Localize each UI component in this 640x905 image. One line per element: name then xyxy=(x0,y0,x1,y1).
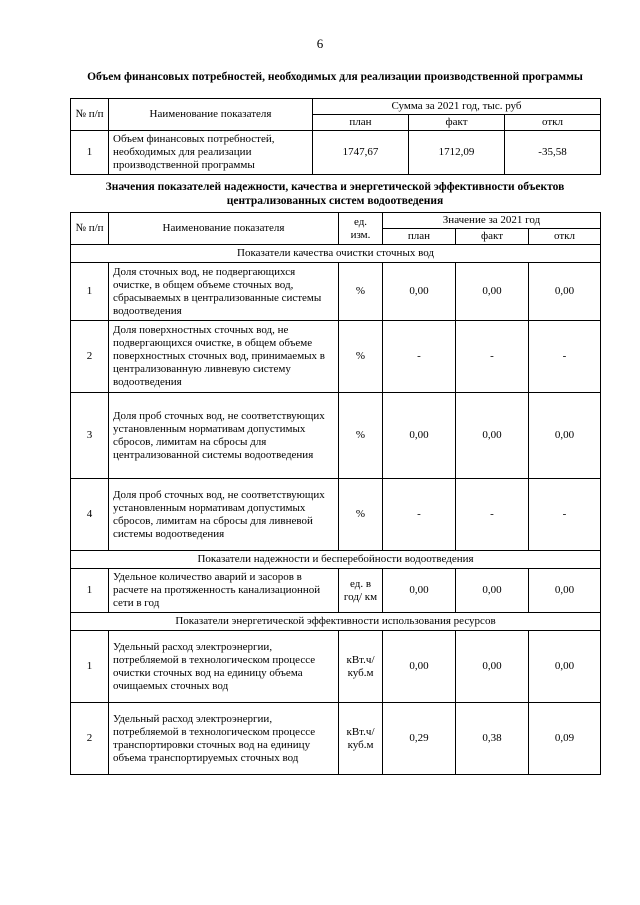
header-num: № п/п xyxy=(71,213,109,245)
header-name: Наименование показателя xyxy=(109,99,313,131)
row-dev: 0,00 xyxy=(529,263,601,321)
row-name: Доля сточных вод, не подвергающихся очистке, в общем объеме сточных вод, сбрасываемых в централизованные системы водоотведения xyxy=(109,263,339,321)
row-unit: кВт.ч/ куб.м xyxy=(339,703,383,775)
row-name: Удельный расход электроэнергии, потребляемой в технологическом процессе транспортировки сточных вод на единицу объема транспортируемых сточных вод xyxy=(109,703,339,775)
row-unit: % xyxy=(339,321,383,393)
header-value: Значение за 2021 год xyxy=(383,213,601,229)
row-num: 1 xyxy=(71,569,109,613)
row-dev: - xyxy=(529,321,601,393)
table-row xyxy=(71,703,601,775)
row-fact: 1712,09 xyxy=(409,131,505,175)
row-fact: 0,00 xyxy=(456,393,529,479)
row-dev: 0,00 xyxy=(529,393,601,479)
row-fact: 0,00 xyxy=(456,263,529,321)
table-row xyxy=(71,393,601,479)
row-num: 4 xyxy=(71,479,109,551)
row-unit: % xyxy=(339,479,383,551)
row-name: Доля проб сточных вод, не соответствующих установленным нормативам допустимых сбросов, лимитам на сбросы для централизованной системы водоотведения xyxy=(109,393,339,479)
section-title-energy: Показатели энергетической эффективности использования ресурсов xyxy=(71,613,601,631)
row-plan: - xyxy=(383,321,456,393)
row-fact: 0,00 xyxy=(456,631,529,703)
row-num: 3 xyxy=(71,393,109,479)
row-num: 2 xyxy=(71,703,109,775)
table-row xyxy=(71,263,601,321)
section-header xyxy=(71,551,601,569)
header-sum: Сумма за 2021 год, тыс. руб xyxy=(313,99,601,115)
row-name: Объем финансовых потребностей, необходимых для реализации производственной программы xyxy=(109,131,313,175)
header-fact: факт xyxy=(456,229,529,245)
row-name: Удельное количество аварий и засоров в расчете на протяженность канализационной сети в год xyxy=(109,569,339,613)
header-name: Наименование показателя xyxy=(109,213,339,245)
table-row xyxy=(71,569,601,613)
row-plan: 0,00 xyxy=(383,393,456,479)
row-fact: - xyxy=(456,479,529,551)
table-header-row xyxy=(71,213,601,229)
row-unit: кВт.ч/ куб.м xyxy=(339,631,383,703)
header-plan: план xyxy=(313,115,409,131)
table-row xyxy=(71,321,601,393)
row-plan: - xyxy=(383,479,456,551)
row-plan: 0,00 xyxy=(383,569,456,613)
header-unit: ед. изм. xyxy=(339,213,383,245)
row-plan: 1747,67 xyxy=(313,131,409,175)
indicators-table xyxy=(70,212,601,775)
header-plan: план xyxy=(383,229,456,245)
row-plan: 0,00 xyxy=(383,631,456,703)
row-name: Доля проб сточных вод, не соответствующих установленным нормативам допустимых сбросов, лимитам на сбросы для ливневой системы водоотведения xyxy=(109,479,339,551)
section-title-quality: Показатели качества очистки сточных вод xyxy=(71,245,601,263)
financial-needs-table xyxy=(70,98,601,175)
row-dev: 0,09 xyxy=(529,703,601,775)
row-unit: % xyxy=(339,393,383,479)
row-plan: 0,29 xyxy=(383,703,456,775)
row-fact: - xyxy=(456,321,529,393)
section-title-reliability: Показатели надежности и бесперебойности водоотведения xyxy=(71,551,601,569)
table-row xyxy=(71,631,601,703)
row-plan: 0,00 xyxy=(383,263,456,321)
table1-title: Объем финансовых потребностей, необходимых для реализации производственной программы xyxy=(87,71,583,83)
row-num: 2 xyxy=(71,321,109,393)
table2-title: Значения показателей надежности, качества и энергетической эффективности объектов централизованных систем водоотведения xyxy=(105,181,565,207)
row-fact: 0,38 xyxy=(456,703,529,775)
row-dev: - xyxy=(529,479,601,551)
row-unit: % xyxy=(339,263,383,321)
header-num: № п/п xyxy=(71,99,109,131)
header-dev: откл xyxy=(505,115,601,131)
row-dev: 0,00 xyxy=(529,569,601,613)
section-header xyxy=(71,245,601,263)
table-header-row xyxy=(71,99,601,115)
header-dev: откл xyxy=(529,229,601,245)
table-row xyxy=(71,131,601,175)
row-num: 1 xyxy=(71,631,109,703)
section-header xyxy=(71,613,601,631)
row-name: Доля поверхностных сточных вод, не подвергающихся очистке, в общем объеме поверхностных сточных вод, принимаемых в централизованную ливневую систему водоотведения xyxy=(109,321,339,393)
row-num: 1 xyxy=(71,263,109,321)
row-dev: 0,00 xyxy=(529,631,601,703)
header-fact: факт xyxy=(409,115,505,131)
page-number: 6 xyxy=(316,36,324,51)
row-fact: 0,00 xyxy=(456,569,529,613)
row-unit: ед. в год/ км xyxy=(339,569,383,613)
row-num: 1 xyxy=(71,131,109,175)
row-name: Удельный расход электроэнергии, потребляемой в технологическом процессе очистки сточных вод на единицу объема очищаемых сточных вод xyxy=(109,631,339,703)
table-row xyxy=(71,479,601,551)
row-dev: -35,58 xyxy=(505,131,601,175)
